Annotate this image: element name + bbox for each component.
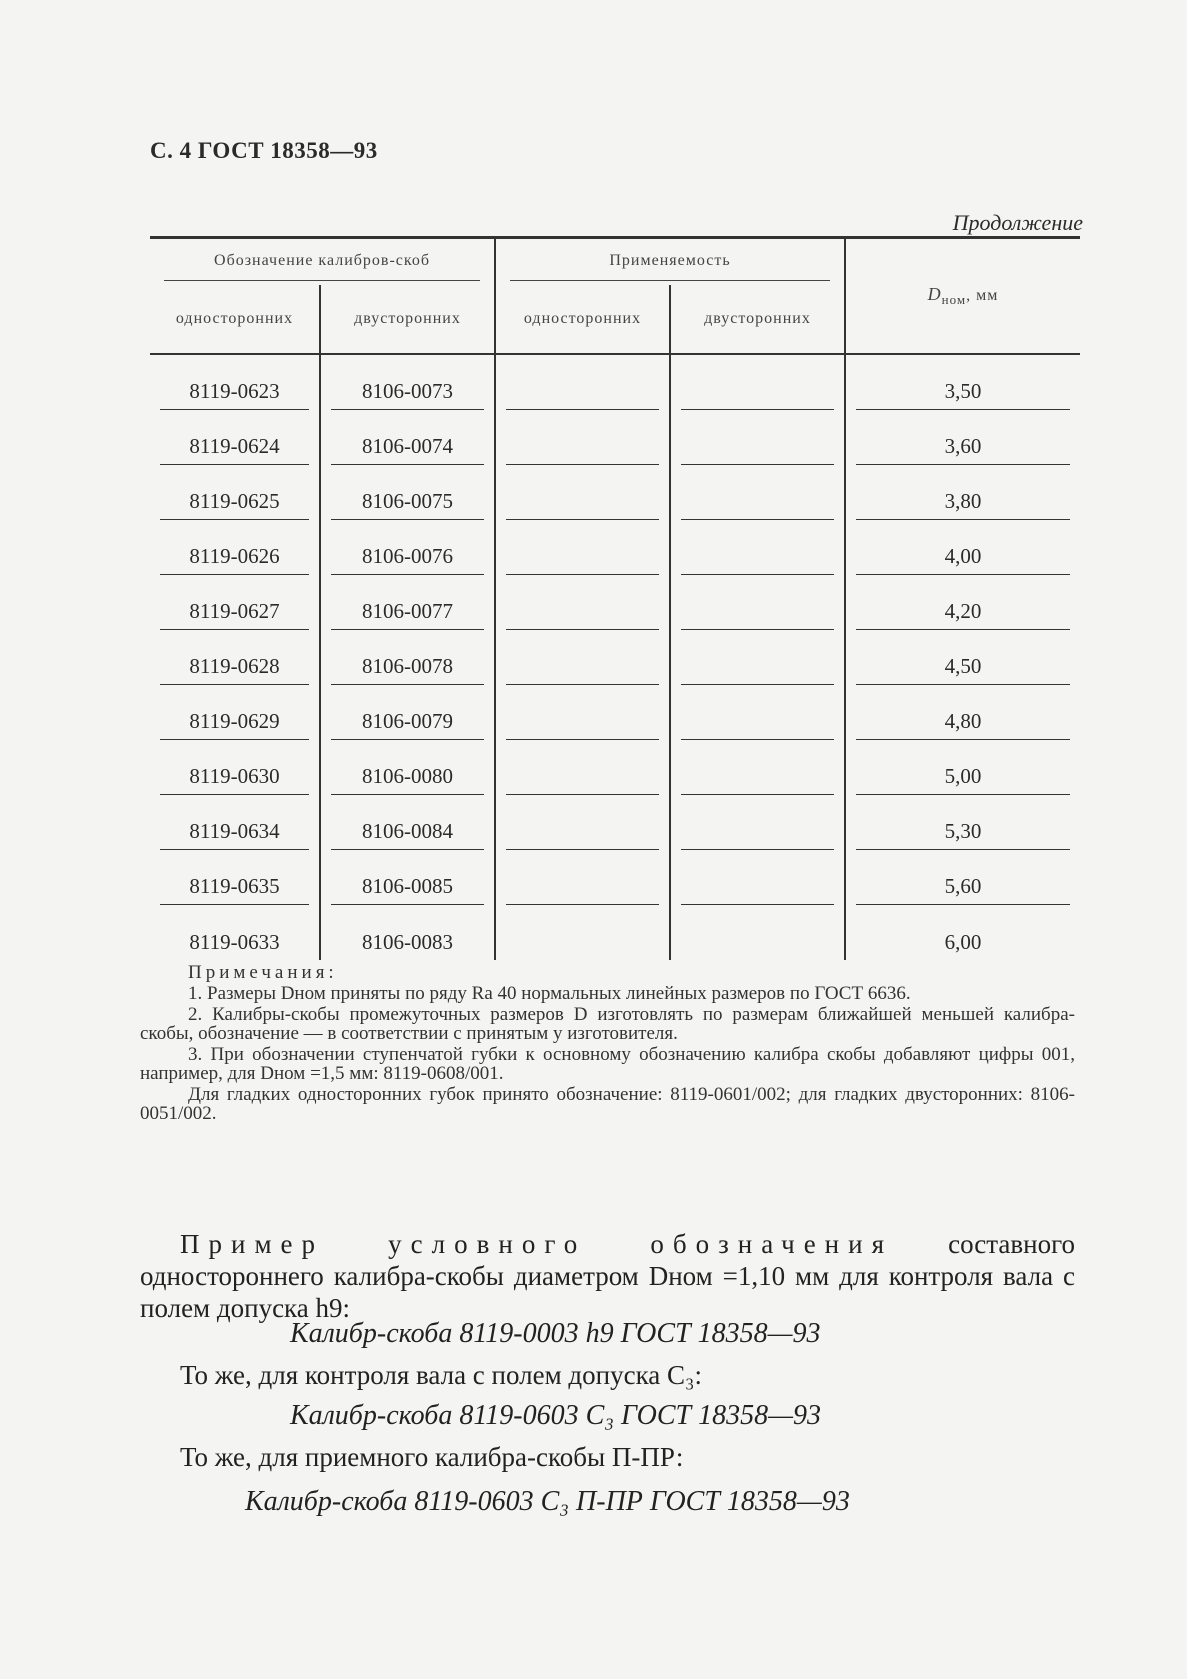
cell-one-sided: 8119-0633 bbox=[150, 905, 320, 960]
table-row bbox=[150, 354, 1080, 410]
table-row bbox=[150, 575, 1080, 630]
designation-1: Калибр-скоба 8119-0003 h9 ГОСТ 18358—93 bbox=[290, 1318, 821, 1349]
notes-block bbox=[140, 963, 1075, 1125]
cell-one-sided: 8119-0623 bbox=[150, 354, 320, 410]
note-2: 2. Калибры-скобы промежуточных размеров D изготовлять по размерам ближайшей меньшей калибра-скобы, обозначение — в соответствии с принятым у изготовителя. bbox=[140, 1004, 1075, 1044]
cell-app-two-sided bbox=[670, 410, 845, 465]
header-two-sided: двусторонних bbox=[320, 285, 495, 354]
example-paragraph bbox=[140, 1228, 1075, 1324]
cell-app-one-sided bbox=[495, 575, 670, 630]
header-app-one-sided: односторонних bbox=[495, 285, 670, 354]
cell-one-sided: 8119-0626 bbox=[150, 520, 320, 575]
cell-two-sided: 8106-0078 bbox=[320, 630, 495, 685]
table-row bbox=[150, 520, 1080, 575]
cell-two-sided: 8106-0077 bbox=[320, 575, 495, 630]
notes-title: Примечания: bbox=[188, 962, 338, 983]
cell-two-sided: 8106-0085 bbox=[320, 850, 495, 905]
cell-app-one-sided bbox=[495, 850, 670, 905]
header-dnom: $D_{ном}$, мм bbox=[927, 283, 999, 308]
page-header: С. 4 ГОСТ 18358—93 bbox=[150, 138, 378, 163]
cell-dnom: 3,50 bbox=[845, 354, 1080, 410]
cell-dnom: 6,00 bbox=[944, 930, 982, 954]
designation-2: Калибр-скоба 8119-0603 C₃ ГОСТ 18358—93 bbox=[290, 1400, 821, 1431]
cell-app-two-sided bbox=[670, 520, 845, 575]
cell-app-one-sided bbox=[495, 685, 670, 740]
table-row bbox=[150, 630, 1080, 685]
header-applicability: Применяемость bbox=[495, 238, 845, 286]
cell-dnom: 5,60 bbox=[845, 850, 1080, 905]
cell-app-two-sided bbox=[670, 465, 845, 520]
cell-dnom: 4,20 bbox=[845, 575, 1080, 630]
cell-app-two-sided bbox=[670, 354, 845, 410]
cell-app-two-sided bbox=[670, 575, 845, 630]
cell-dnom: 3,60 bbox=[845, 410, 1080, 465]
cell-app-two-sided bbox=[670, 685, 845, 740]
cell-dnom: 5,00 bbox=[845, 740, 1080, 795]
cell-app-one-sided bbox=[495, 410, 670, 465]
note-4: Для гладких односторонних губок принято обозначение: 8119-0601/002; для гладких двусторонних: 8106-0051/002. bbox=[140, 1084, 1075, 1124]
cell-app-one-sided bbox=[495, 520, 670, 575]
continuation-label: Продолжение bbox=[952, 210, 1083, 235]
cell-app-two-sided bbox=[670, 630, 845, 685]
cell-dnom: 4,80 bbox=[845, 685, 1080, 740]
cell-one-sided: 8119-0628 bbox=[150, 630, 320, 685]
note-1: 1. Размеры Dном приняты по ряду Ra 40 нормальных линейных размеров по ГОСТ 6636. bbox=[188, 983, 911, 1004]
cell-app-two-sided bbox=[670, 905, 845, 960]
cell-app-one-sided bbox=[495, 905, 670, 960]
cell-app-one-sided bbox=[495, 630, 670, 685]
cell-app-one-sided bbox=[495, 795, 670, 850]
cell-dnom: 4,50 bbox=[845, 630, 1080, 685]
cell-two-sided: 8106-0079 bbox=[320, 685, 495, 740]
cell-two-sided: 8106-0083 bbox=[320, 905, 495, 960]
cell-app-two-sided bbox=[670, 850, 845, 905]
cell-dnom: 4,00 bbox=[845, 520, 1080, 575]
cell-app-one-sided bbox=[495, 465, 670, 520]
cell-two-sided: 8106-0084 bbox=[320, 795, 495, 850]
table-row bbox=[150, 905, 1080, 960]
cell-app-one-sided bbox=[495, 740, 670, 795]
example-lead: Пример условного обозначения bbox=[180, 1229, 893, 1259]
cell-one-sided: 8119-0635 bbox=[150, 850, 320, 905]
header-designation: Обозначение калибров-скоб bbox=[150, 238, 495, 286]
table-row bbox=[150, 850, 1080, 905]
same-note-1: То же, для контроля вала с полем допуска C₃: bbox=[180, 1360, 702, 1390]
cell-app-two-sided bbox=[670, 795, 845, 850]
table-row bbox=[150, 795, 1080, 850]
cell-one-sided: 8119-0634 bbox=[150, 795, 320, 850]
same-note-2: То же, для приемного калибра-скобы П-ПР: bbox=[180, 1442, 684, 1472]
cell-one-sided: 8119-0630 bbox=[150, 740, 320, 795]
header-one-sided: односторонних bbox=[150, 285, 320, 354]
header-app-two-sided: двусторонних bbox=[670, 285, 845, 354]
table-row bbox=[150, 685, 1080, 740]
cell-dnom: 3,80 bbox=[845, 465, 1080, 520]
cell-app-one-sided bbox=[495, 354, 670, 410]
example-text: составного одностороннего калибра-скобы диаметром Dном =1,10 мм для контроля вала с полем допуска h9: bbox=[140, 1229, 1075, 1323]
cell-two-sided: 8106-0073 bbox=[320, 354, 495, 410]
cell-app-two-sided bbox=[670, 740, 845, 795]
cell-one-sided: 8119-0627 bbox=[150, 575, 320, 630]
table-row bbox=[150, 740, 1080, 795]
cell-two-sided: 8106-0075 bbox=[320, 465, 495, 520]
cell-two-sided: 8106-0080 bbox=[320, 740, 495, 795]
cell-one-sided: 8119-0624 bbox=[150, 410, 320, 465]
cell-two-sided: 8106-0074 bbox=[320, 410, 495, 465]
cell-dnom: 5,30 bbox=[845, 795, 1080, 850]
cell-one-sided: 8119-0625 bbox=[150, 465, 320, 520]
table-row bbox=[150, 410, 1080, 465]
cell-two-sided: 8106-0076 bbox=[320, 520, 495, 575]
note-3: 3. При обозначении ступенчатой губки к основному обозначению калибра скобы добавляют цифры 001, например, для Dном =1,5 мм: 8119-0608/001. bbox=[140, 1044, 1075, 1084]
calibers-table bbox=[150, 236, 1080, 960]
designation-3: Калибр-скоба 8119-0603 C₃ П-ПР ГОСТ 18358—93 bbox=[245, 1486, 850, 1517]
table-row bbox=[150, 465, 1080, 520]
cell-one-sided: 8119-0629 bbox=[150, 685, 320, 740]
